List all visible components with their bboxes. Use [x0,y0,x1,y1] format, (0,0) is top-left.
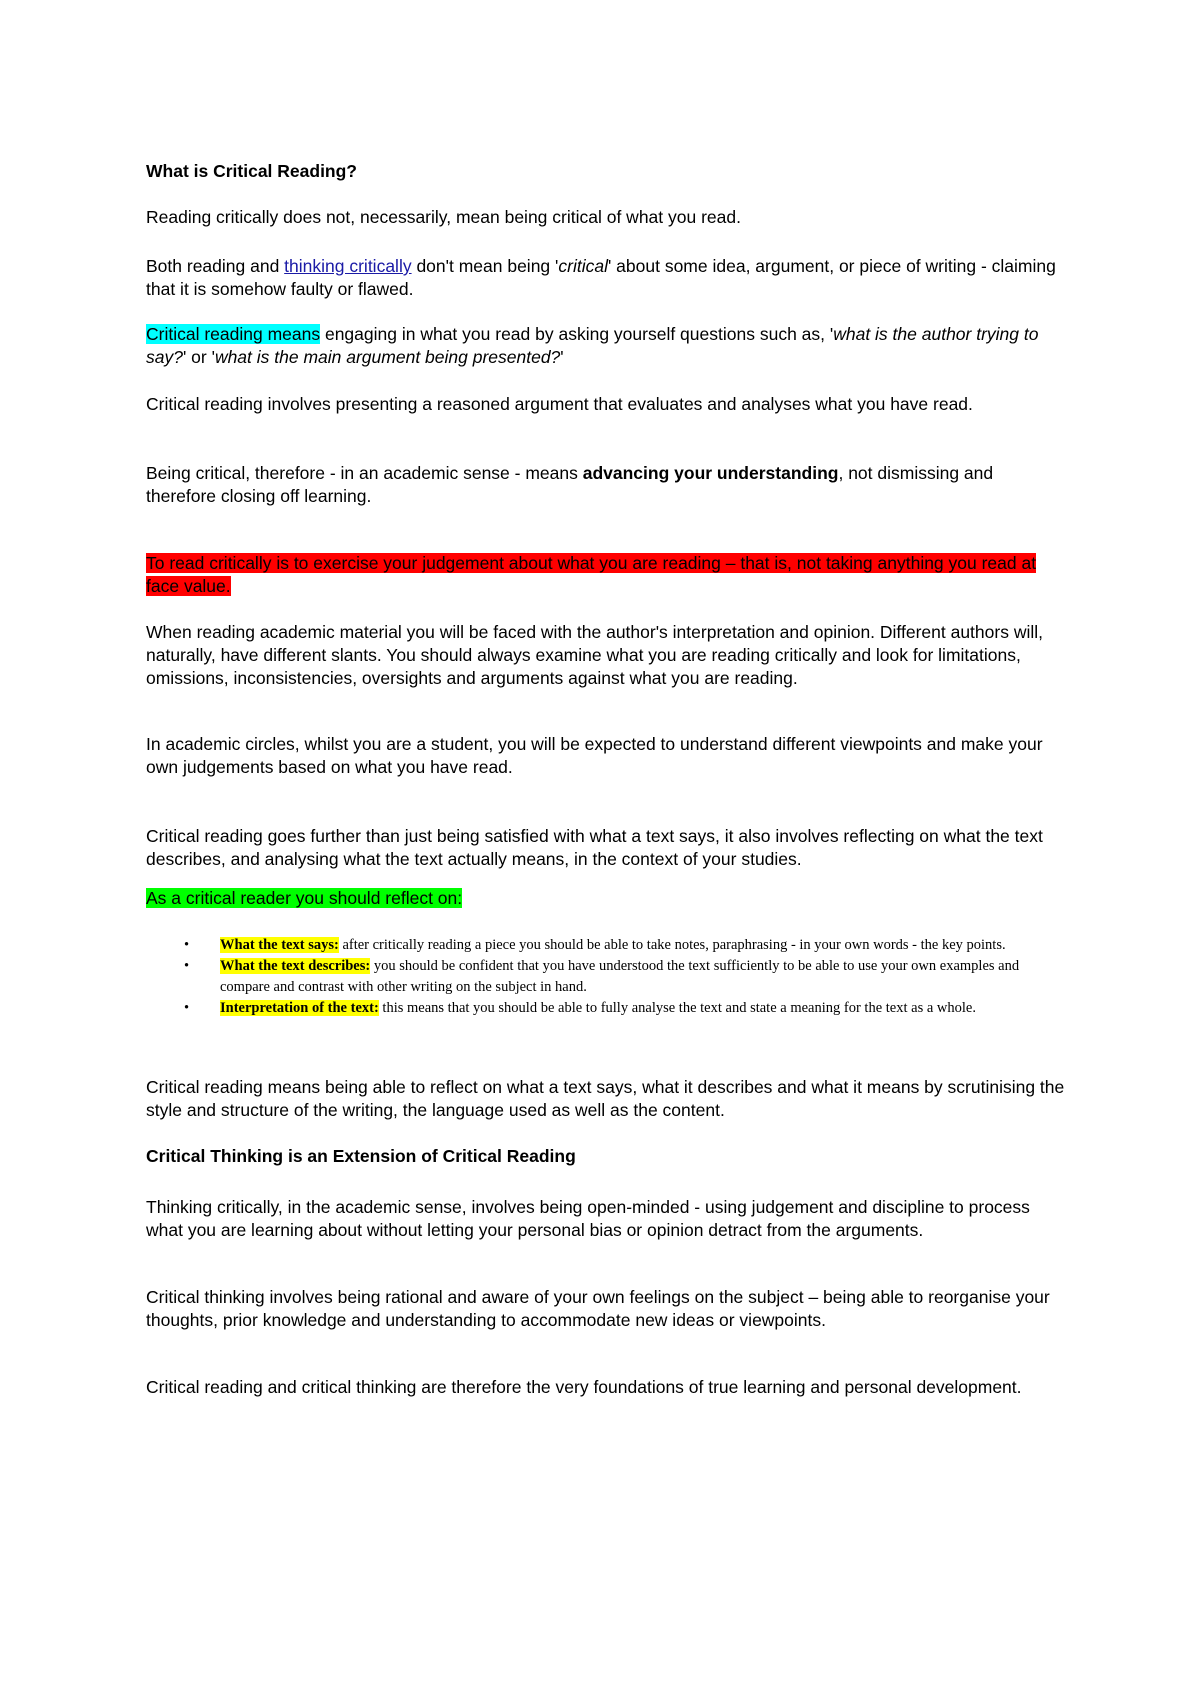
list-item-label: What the text describes: [220,958,371,974]
green-highlight: As a critical reader you should reflect on: [146,888,463,908]
thinking-critically-link[interactable]: thinking critically [284,256,412,276]
p3-mid: engaging in what you read by asking yourself questions such as, ' [320,324,834,344]
p3-end: ' [560,347,564,367]
bullet-icon: • [184,958,190,974]
cyan-highlight: Critical reading means [146,324,321,344]
p2-mid: don't mean being ' [411,256,559,276]
paragraph-6-red [146,552,1066,598]
paragraph-1: Reading critically does not, necessarily, mean being critical of what you read. [146,207,741,227]
red-highlight: To read critically is to exercise your judgement about what you are reading – that is, not taking anything you read at face value. [146,553,1037,596]
paragraph-2 [146,255,1066,301]
paragraph-14: Critical reading and critical thinking are therefore the very foundations of true learning and personal development. [146,1377,1022,1397]
p2-post: ' about some idea, argument, or piece of writing - claiming that it is somehow faulty or flawed. [146,256,1056,299]
bullet-icon: • [184,1000,190,1016]
list-item [146,935,1066,956]
paragraph-3 [146,323,1066,369]
bullet-icon: • [184,937,190,953]
list-item-text: this means that you should be able to fully analyse the text and state a meaning for the text as a whole. [378,1000,976,1016]
list-item-label: What the text says: [220,937,339,953]
paragraph-12: Thinking critically, in the academic sense, involves being open-minded - using judgement and discipline to process what you are learning about without letting your personal bias or opinion detract from the arguments. [146,1197,1030,1240]
page-title: What is Critical Reading? [146,161,357,181]
p2-italic: critical [558,256,608,276]
paragraph-8: In academic circles, whilst you are a student, you will be expected to understand different viewpoints and make your own judgements based on what you have read. [146,734,1043,777]
paragraph-5 [146,462,1066,508]
p3-mid-2: ' or ' [182,347,215,367]
paragraph-9: Critical reading goes further than just being satisfied with what a text says, it also involves reflecting on what the text describes, and analysing what the text actually means, in the context of your studies. [146,826,1043,869]
p5-bold: advancing your understanding [582,463,839,483]
list-item-text: you should be confident that you have understood the text sufficiently to be able to use your own examples and compare and contrast with other writing on the subject in hand. [220,958,1020,995]
paragraph-11: Critical reading means being able to reflect on what a text says, what it describes and what it means by scrutinising the style and structure of the writing, the language used as well as the content. [146,1077,1065,1120]
paragraph-10-green [146,887,1066,910]
reflection-list [146,935,1066,1019]
p5-pre: Being critical, therefore - in an academic sense - means [146,463,583,483]
paragraph-4: Critical reading involves presenting a reasoned argument that evaluates and analyses what you have read. [146,394,973,414]
list-item [146,998,1066,1019]
list-item [146,956,1066,998]
p5-post: , not dismissing and therefore closing off learning. [146,463,994,506]
section-heading: Critical Thinking is an Extension of Critical Reading [146,1146,576,1166]
list-item-label: Interpretation of the text: [220,1000,379,1016]
p2-pre: Both reading and [146,256,285,276]
p3-italic-1: what is the author trying to say? [146,324,1039,367]
list-item-text: after critically reading a piece you should be able to take notes, paraphrasing - in your own words - the key points. [338,937,1006,953]
paragraph-13: Critical thinking involves being rational and aware of your own feelings on the subject – being able to reorganise your thoughts, prior knowledge and understanding to accommodate new ideas or viewpoints. [146,1287,1050,1330]
p3-italic-2: what is the main argument being presented? [214,347,561,367]
paragraph-7: When reading academic material you will be faced with the author's interpretation and opinion. Different authors will, naturally, have different slants. You should always examine what you are reading critically and look for limitations, omissions, inconsistencies, oversights and arguments against what you are reading. [146,622,1043,688]
